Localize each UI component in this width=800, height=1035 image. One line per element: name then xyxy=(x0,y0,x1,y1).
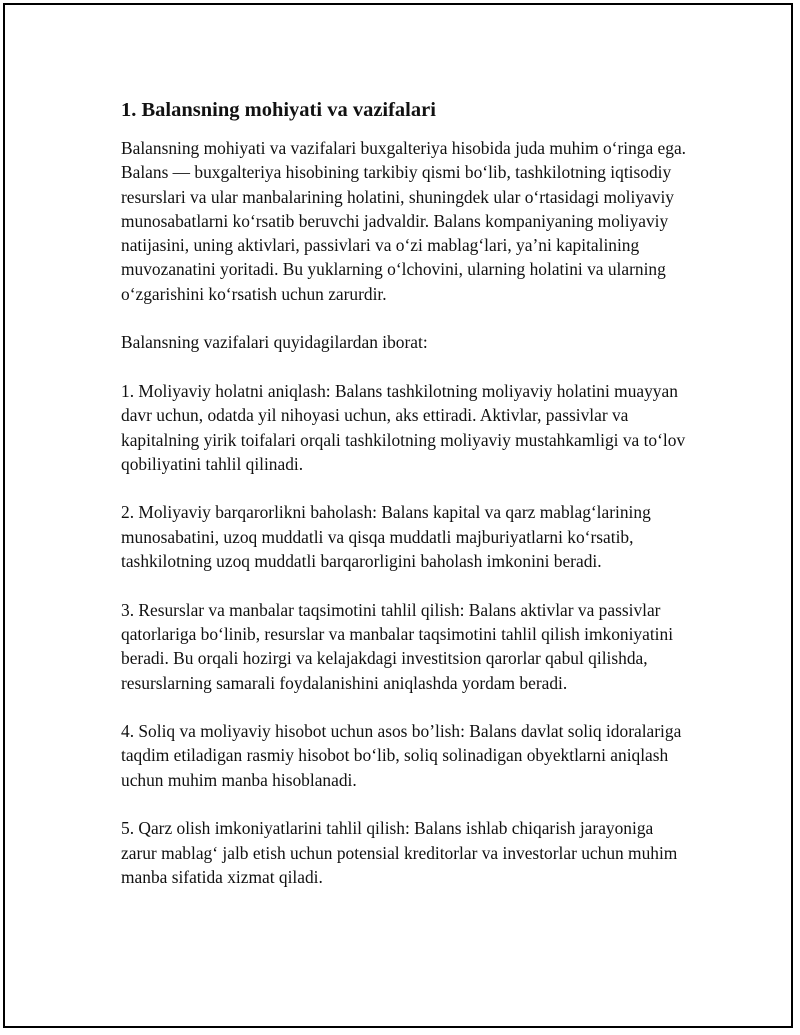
document-body xyxy=(121,96,691,914)
tasks-lead-paragraph: Balansning vazifalari quyidagilardan iborat: xyxy=(121,332,428,353)
section-heading: 1. Balansning mohiyati va vazifalari xyxy=(121,99,436,121)
task-item-5: 5. Qarz olish imkoniyatlarini tahlil qilish: Balans ishlab chiqarish jarayoniga zarur mablag‘ jalb etish uchun potensial kreditorlar va investorlar uchun muhim manba sifatida xizmat qiladi. xyxy=(121,818,678,887)
intro-paragraph: Balansning mohiyati va vazifalari buxgalteriya hisobida juda muhim o‘ringa ega. Balans — buxgalteriya hisobining tarkibiy qismi bo‘lib, tashkilotning iqtisodiy resurslari va ular manbalarining holatini, shuningdek ular o‘rtasidagi moliyaviy munosabatlarni ko‘rsatib beruvchi jadvaldir. Balans kompaniyaning moliyaviy natijasini, uning aktivlari, passivlari va o‘zi mablag‘lari, ya’ni kapitalining muvozanatini yoritadi. Bu yuklarning o‘lchovini, ularning holatini va ularning o‘zgarishini ko‘rsatish uchun zarurdir. xyxy=(121,138,687,304)
task-item-1: 1. Moliyaviy holatni aniqlash: Balans tashkilotning moliyaviy holatini muayyan davr uchun, odatda yil nihoyasi uchun, aks ettiradi. Aktivlar, passivlar va kapitalning yirik toifalari orqali tashkilotning moliyaviy mustahkamligi va to‘lov qobiliyatini tahlil qilinadi. xyxy=(121,380,686,474)
task-item-3: 3. Resurslar va manbalar taqsimotini tahlil qilish: Balans aktivlar va passivlar qatorlariga bo‘linib, resurslar va manbalar taqsimotini tahlil qilish imkoniyatini beradi. Bu orqali hozirgi va kelajakdagi investitsion qarorlar qabul qilishda, resurslarning samarali foydalanishini aniqlashda yordam beradi. xyxy=(121,599,674,693)
task-item-2: 2. Moliyaviy barqarorlikni baholash: Balans kapital va qarz mablag‘larining munosabatini, uzoq muddatli va qisqa muddatli majburiyatlarni ko‘rsatib, tashkilotning uzoq muddatli barqarorligini baholash imkonini beradi. xyxy=(121,502,651,572)
task-item-4: 4. Soliq va moliyaviy hisobot uchun asos bo’lish: Balans davlat soliq idoralariga taqdim etiladigan rasmiy hisobot bo‘lib, soliq solinadigan obyektlarni aniqlash uchun muhim manba hisoblanadi. xyxy=(121,721,682,790)
document-page xyxy=(3,3,793,1028)
